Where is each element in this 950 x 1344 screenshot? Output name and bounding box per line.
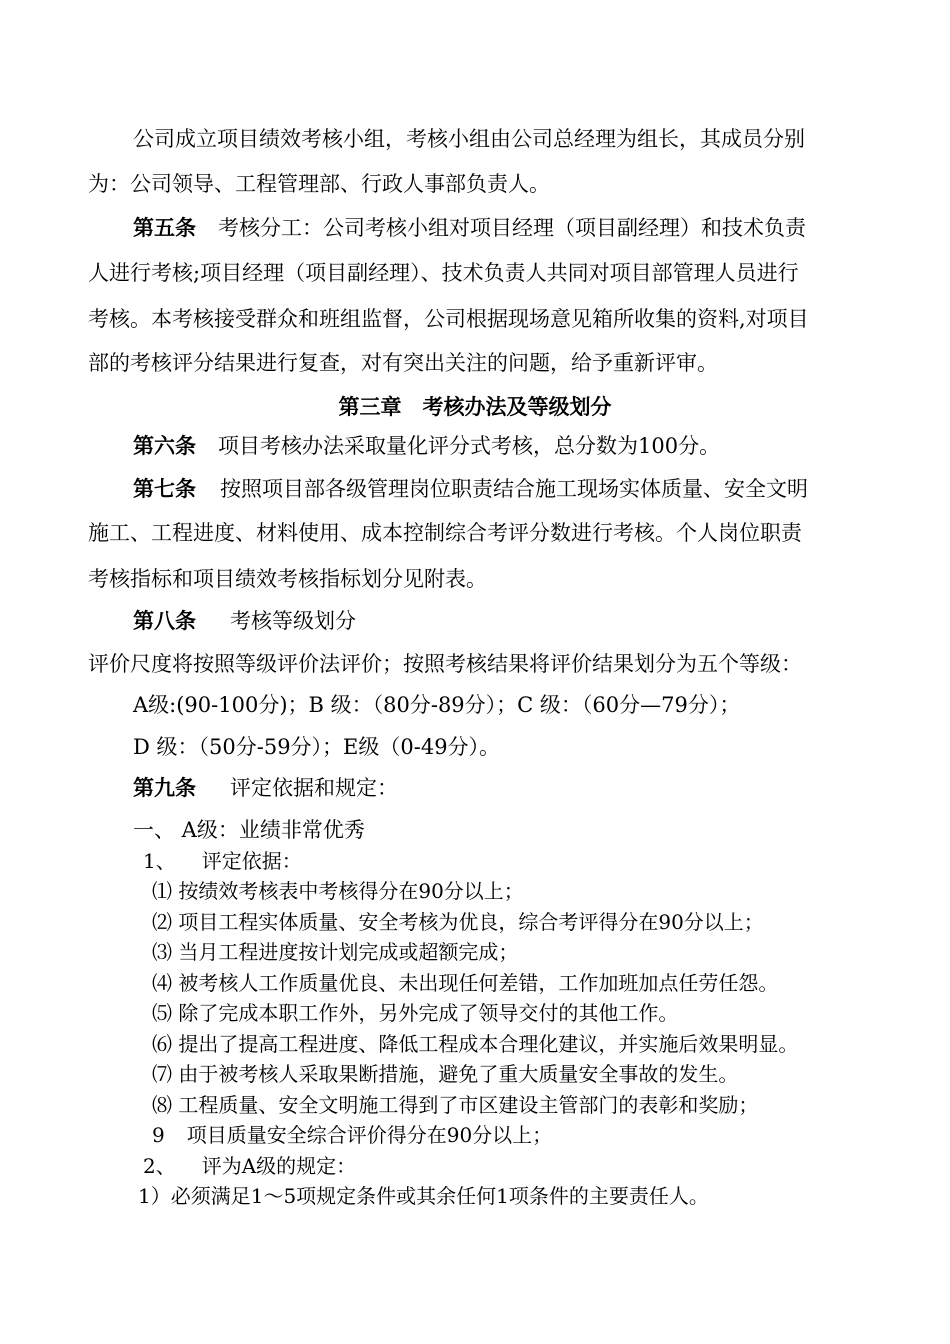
basis-item — [152, 937, 518, 967]
article-5-line-2: 人进行考核;项目经理（项目副经理）、技术负责人共同对项目部管理人员进行 — [88, 261, 799, 285]
article-7-line-1 — [133, 474, 808, 504]
basis-item-text: 被考核人工作质量优良、未出现任何差错，工作加班加点任劳任怨。 — [178, 971, 779, 995]
article-8 — [133, 606, 356, 636]
article-7-text: 按照项目部各级管理岗位职责结合施工现场实体质量、安全文明 — [220, 477, 808, 501]
article-8-text: 考核等级划分 — [230, 609, 356, 633]
basis-item — [152, 1029, 798, 1059]
basis-heading — [143, 846, 302, 876]
article-6 — [133, 431, 720, 461]
article-9-label: 第九条 — [133, 775, 196, 800]
article-7-line-2: 施工、工程进度、材料使用、成本控制综合考评分数进行考核。个人岗位职责 — [88, 521, 802, 545]
article-7-line-3: 考核指标和项目绩效考核指标划分见附表。 — [88, 567, 487, 591]
basis-item-number: ⑶ — [152, 940, 172, 964]
chapter-3-title: 第三章 考核办法及等级划分 — [338, 394, 612, 419]
article-8-label: 第八条 — [133, 608, 196, 633]
rule-number: 2、 — [143, 1154, 176, 1178]
basis-item — [152, 968, 778, 998]
basis-number: 1、 — [143, 849, 176, 873]
basis-item-text: 除了完成本职工作外，另外完成了领导交付的其他工作。 — [178, 1001, 679, 1025]
basis-text: 评定依据： — [201, 849, 302, 873]
intro-line-1: 公司成立项目绩效考核小组，考核小组由公司总经理为组长，其成员分别 — [133, 127, 805, 151]
basis-item — [152, 1090, 758, 1120]
grades-line-1: A级:(90-100分)；B 级：（80分-89分）；C 级：（60分—79分）； — [133, 693, 741, 717]
basis-item-text: 提出了提高工程进度、降低工程成本合理化建议，并实施后效果明显。 — [178, 1032, 799, 1056]
article-6-text: 项目考核办法采取量化评分式考核，总分数为100分。 — [218, 434, 721, 458]
section-a-heading: 一、 A级：业绩非常优秀 — [133, 818, 365, 842]
article-6-label: 第六条 — [133, 433, 196, 458]
basis-item-number: ⑹ — [152, 1032, 172, 1056]
article-7-label: 第七条 — [133, 476, 196, 501]
basis-item — [152, 1059, 738, 1089]
article-5-line-1 — [133, 213, 806, 243]
rule-heading — [143, 1151, 356, 1181]
basis-item-text: 项目工程实体质量、安全考核为优良，综合考评得分在90分以上； — [178, 910, 764, 934]
article-5-text: 考核分工：公司考核小组对项目经理（项目副经理）和技术负责 — [218, 216, 806, 240]
intro-line-2: 为：公司领导、工程管理部、行政人事部负责人。 — [88, 172, 550, 196]
article-9 — [133, 773, 398, 803]
basis-item-text: 项目质量安全综合评价得分在90分以上； — [186, 1123, 553, 1147]
basis-item-number: ⑸ — [152, 1001, 172, 1025]
basis-item-text: 工程质量、安全文明施工得到了市区建设主管部门的表彰和奖励； — [178, 1093, 759, 1117]
basis-item — [152, 907, 764, 937]
basis-item-number: ⑻ — [152, 1093, 172, 1117]
basis-item-text: 由于被考核人采取果断措施，避免了重大质量安全事故的发生。 — [178, 1062, 739, 1086]
article-5-line-4: 部的考核评分结果进行复查，对有突出关注的问题，给予重新评审。 — [88, 351, 718, 375]
grades-line-2: D 级：（50分-59分）；E级（0-49分）。 — [133, 735, 501, 759]
basis-item — [152, 876, 524, 906]
rule-item-1: 1）必须满足1～5项规定条件或其余任何1项条件的主要责任人。 — [138, 1184, 709, 1208]
basis-item-number: ⑺ — [152, 1062, 172, 1086]
basis-item-text: 当月工程进度按计划完成或超额完成； — [178, 940, 519, 964]
basis-item — [152, 998, 678, 1028]
article-9-text: 评定依据和规定： — [230, 776, 398, 800]
article-5-line-3: 考核。本考核接受群众和班组监督，公司根据现场意见箱所收集的资料,对项目 — [88, 307, 809, 331]
evaluation-scale: 评价尺度将按照等级评价法评价；按照考核结果将评价结果划分为五个等级： — [88, 652, 802, 676]
basis-item-number: ⑷ — [152, 971, 172, 995]
basis-item-number: ⑴ — [152, 879, 172, 903]
basis-item-text: 按绩效考核表中考核得分在90分以上； — [178, 879, 524, 903]
basis-item — [152, 1120, 552, 1150]
article-5-label: 第五条 — [133, 215, 196, 240]
basis-item-number: 9 — [152, 1123, 165, 1147]
rule-text: 评为A级的规定： — [201, 1154, 357, 1178]
basis-item-number: ⑵ — [152, 910, 172, 934]
